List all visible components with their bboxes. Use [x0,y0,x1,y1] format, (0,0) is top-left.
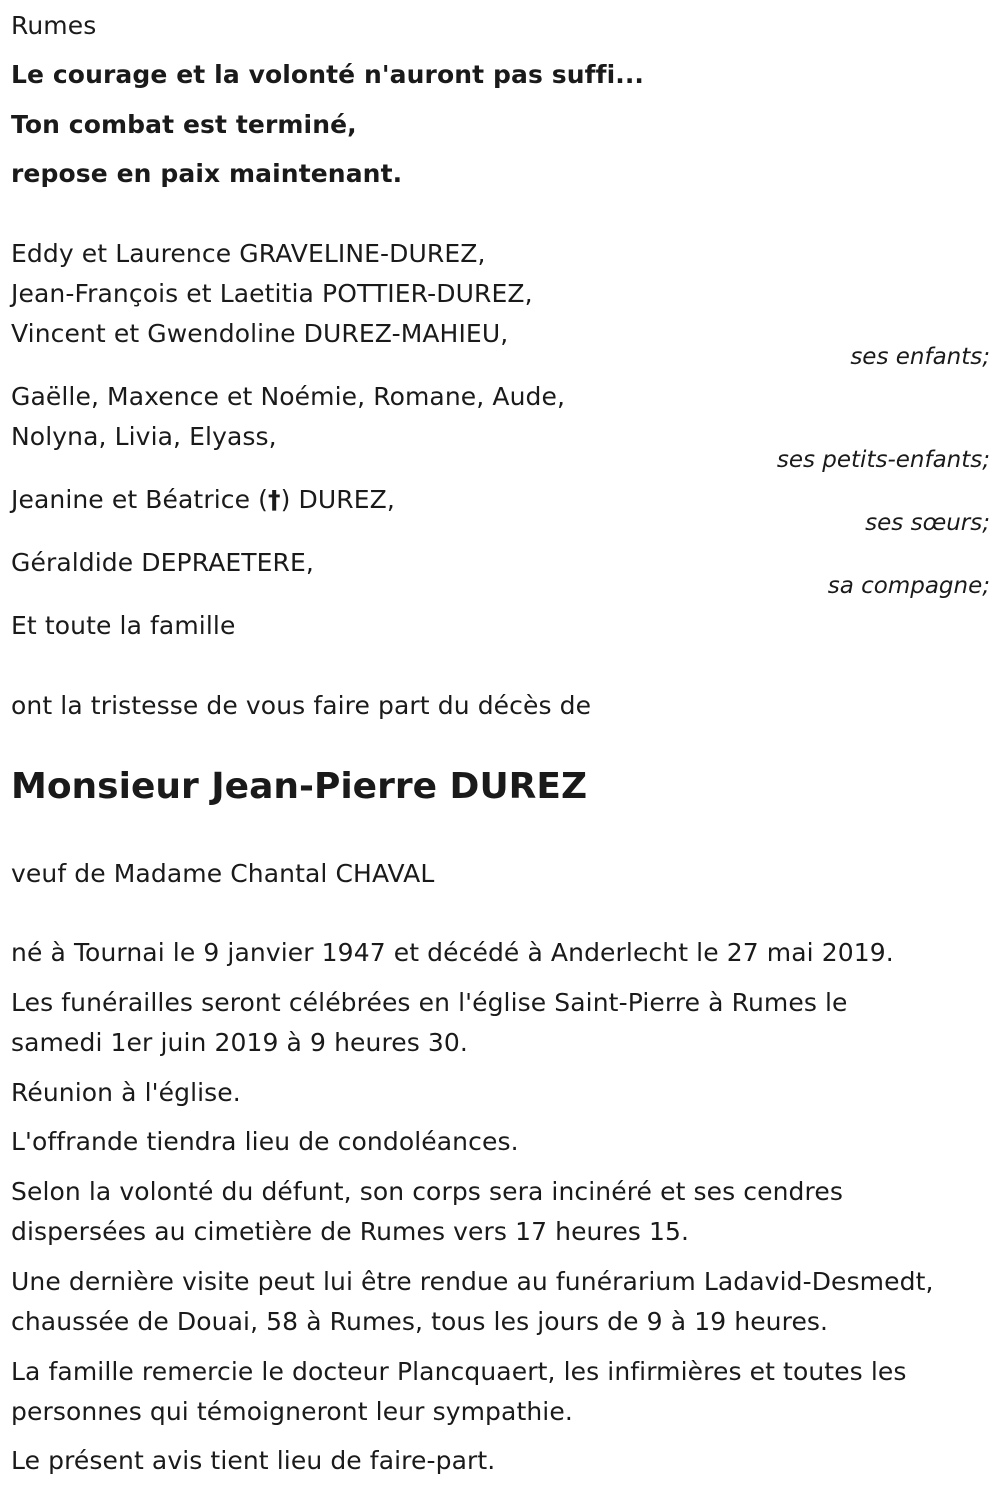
sisters-role: ses sœurs; [865,510,990,536]
epitaph-line-1: Le courage et la volonté n'auront pas suffi... [11,60,645,89]
cross-icon: † [267,485,281,514]
epitaph-line-3: repose en paix maintenant. [11,159,403,188]
widower-of: veuf de Madame Chantal CHAVAL [11,859,435,888]
whole-family: Et toute la famille [11,611,236,640]
thanks-line-1: La famille remercie le docteur Plancquaert, les infirmières et toutes les [11,1357,907,1386]
birth-death: né à Tournai le 9 janvier 1947 et décédé à Anderlecht le 27 mai 2019. [11,938,894,967]
epitaph-line-2: Ton combat est terminé, [11,110,357,139]
gathering: Réunion à l'église. [11,1078,241,1107]
location: Rumes [11,11,97,40]
offering: L'offrande tiendra lieu de condoléances. [11,1127,519,1156]
children-role: ses enfants; [850,344,990,370]
funeral-line-2: samedi 1er juin 2019 à 9 heures 30. [11,1028,468,1057]
visit-line-2: chaussée de Douai, 58 à Rumes, tous les jours de 9 à 19 heures. [11,1307,829,1336]
sisters-text-before: Jeanine et Béatrice ( [11,485,268,514]
cremation-line-2: dispersées au cimetière de Rumes vers 17 heures 15. [11,1217,690,1246]
funeral-line-1: Les funérailles seront célébrées en l'église Saint-Pierre à Rumes le [11,988,848,1017]
sisters-line [11,480,395,520]
cremation-line-1: Selon la volonté du défunt, son corps sera incinéré et ses cendres [11,1177,843,1206]
children-line-2: Jean-François et Laetitia POTTIER-DUREZ, [11,279,533,308]
thanks-line-2: personnes qui témoigneront leur sympathie. [11,1397,573,1426]
grandchildren-role: ses petits-enfants; [776,447,990,473]
grandchildren-line-2: Nolyna, Livia, Elyass, [11,422,277,451]
children-line-3: Vincent et Gwendoline DUREZ-MAHIEU, [11,319,509,348]
visit-line-1: Une dernière visite peut lui être rendue au funérarium Ladavid-Desmedt, [11,1267,934,1296]
companion-line: Géraldide DEPRAETERE, [11,548,314,577]
deceased-name: Monsieur Jean-Pierre DUREZ [11,766,588,807]
companion-role: sa compagne; [827,573,990,599]
notice: Le présent avis tient lieu de faire-part. [11,1446,496,1475]
grandchildren-line-1: Gaëlle, Maxence et Noémie, Romane, Aude, [11,382,566,411]
children-line-1: Eddy et Laurence GRAVELINE-DUREZ, [11,239,486,268]
announcement: ont la tristesse de vous faire part du décès de [11,691,592,720]
sisters-text-after: ) DUREZ, [280,485,395,514]
